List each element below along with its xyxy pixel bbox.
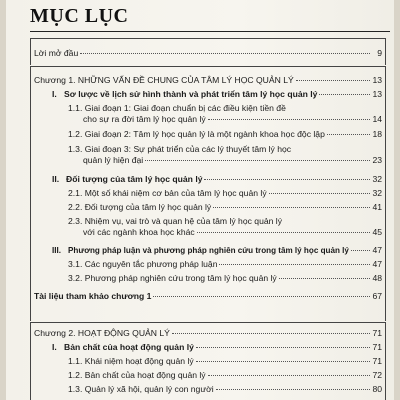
leader-dots (204, 179, 370, 180)
leader-dots (208, 375, 370, 376)
title-divider (30, 31, 390, 32)
leader-dots (196, 361, 370, 362)
toc-entry-ch1-1-1-cont[interactable]: cho sự ra đời tâm lý học quản lý 14 (83, 114, 382, 124)
toc-entry-chapter-2[interactable]: Chương 2. HOẠT ĐỘNG QUẢN LÝ 71 (34, 328, 382, 338)
toc-entry-ch1-3-2[interactable]: 3.2. Phương pháp nghiên cứu trong tâm lý học quản lý 48 (68, 273, 382, 283)
toc-entry-preface[interactable]: Lời mở đầu 9 (34, 48, 382, 58)
leader-dots (327, 134, 370, 135)
toc-entry-ch1-2-3-cont[interactable]: với các ngành khoa học khác 45 (83, 227, 382, 237)
leader-dots (80, 53, 370, 54)
toc-entry-ch1-1-3[interactable]: 1.3. Giai đoạn 3: Sự phát triển của các lý thuyết tâm lý học (68, 144, 292, 154)
toc-entry-ch2-1-3[interactable]: 1.3. Quản lý xã hội, quản lý con người 80 (68, 384, 382, 394)
leader-dots (197, 232, 370, 233)
toc-entry-ch1-section-3[interactable]: III. Phương pháp luận và phương pháp nghiên cứu trong tâm lý học quản lý 47 (52, 245, 382, 255)
toc-entry-ch1-1-3-cont[interactable]: quản lý hiện đại 23 (83, 155, 382, 165)
leader-dots (153, 296, 370, 297)
toc-entry-ch2-1-1[interactable]: 1.1. Khái niệm hoạt động quản lý 71 (68, 356, 382, 366)
leader-dots (279, 278, 370, 279)
toc-entry-ch2-1-2[interactable]: 1.2. Bản chất của hoạt động quản lý 72 (68, 370, 382, 380)
leader-dots (269, 193, 370, 194)
toc-entry-ch1-section-1[interactable]: I. Sơ lược về lịch sử hình thành và phát triển tâm lý học quản lý 13 (52, 89, 382, 99)
leader-dots (208, 119, 370, 120)
toc-entry-ch1-2-1[interactable]: 2.1. Một số khái niệm cơ bản của tâm lý học quản lý 32 (68, 188, 382, 198)
toc-entry-ch1-1-1[interactable]: 1.1. Giai đoạn 1: Giai đoạn chuẩn bị các điều kiện tiền đề (68, 103, 286, 113)
toc-entry-ch1-2-3[interactable]: 2.3. Nhiệm vụ, vai trò và quan hệ của tâm lý học quản lý (68, 216, 283, 226)
table-of-contents (30, 36, 386, 400)
page-title: MỤC LỤC (30, 5, 129, 27)
leader-dots (219, 264, 370, 265)
leader-dots (216, 389, 370, 390)
leader-dots (296, 80, 370, 81)
leader-dots (172, 333, 370, 334)
toc-entry-ch1-references[interactable]: Tài liệu tham khảo chương 1 67 (34, 291, 382, 301)
leader-dots (145, 160, 370, 161)
toc-entry-ch1-section-2[interactable]: II. Đối tượng của tâm lý học quản lý 32 (52, 174, 382, 184)
toc-entry-chapter-1[interactable]: Chương 1. NHỮNG VẤN ĐỀ CHUNG CỦA TÂM LÝ HỌC QUẢN LÝ 13 (34, 75, 382, 85)
leader-dots (213, 207, 370, 208)
leader-dots (319, 94, 370, 95)
toc-entry-ch2-section-1[interactable]: I. Bản chất của hoạt động quản lý 71 (52, 342, 382, 352)
toc-page (6, 0, 394, 400)
toc-entry-ch1-1-2[interactable]: 1.2. Giai đoạn 2: Tâm lý học quản lý là một ngành khoa học độc lập 18 (68, 129, 382, 139)
leader-dots (351, 250, 370, 251)
toc-entry-ch1-2-2[interactable]: 2.2. Đối tượng của tâm lý học quản lý 41 (68, 202, 382, 212)
leader-dots (196, 347, 370, 348)
toc-entry-ch1-3-1[interactable]: 3.1. Các nguyên tắc phương pháp luận 47 (68, 259, 382, 269)
